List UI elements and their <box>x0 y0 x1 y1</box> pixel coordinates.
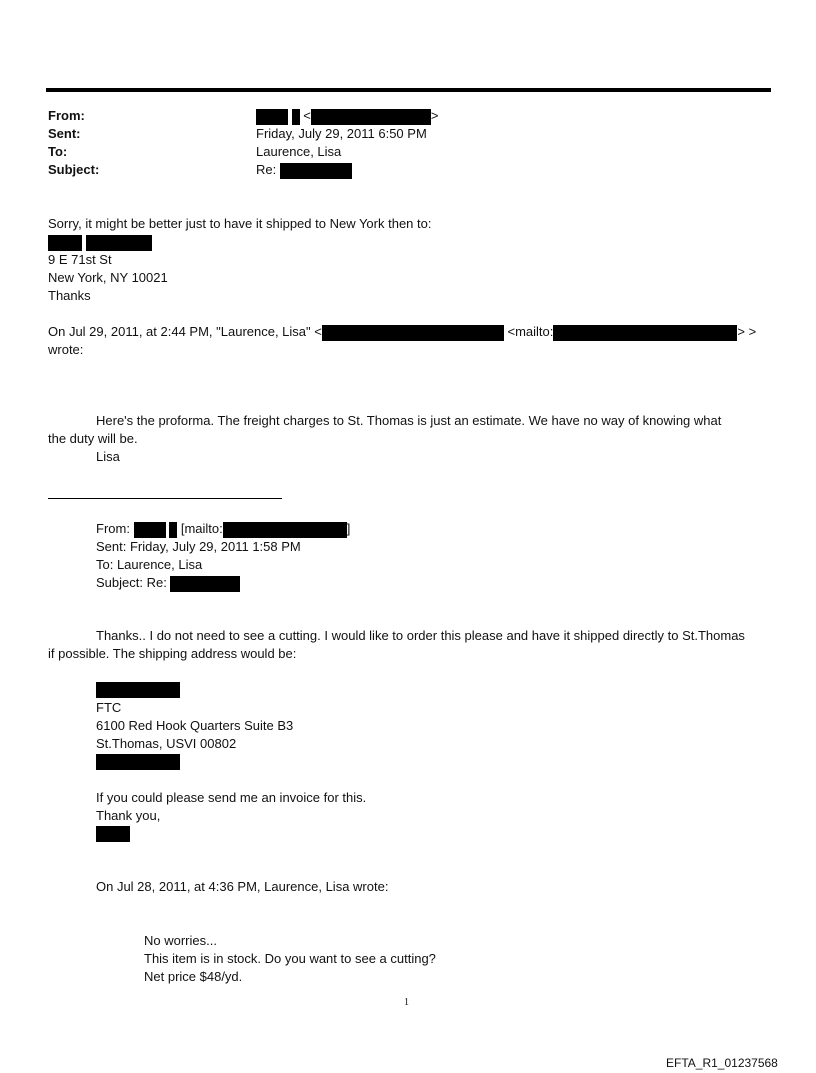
to-value: Laurence, Lisa <box>256 144 342 159</box>
earlier-line-3: Net price $48/yd. <box>144 969 243 984</box>
fwd-from <box>96 521 350 538</box>
fwd-to: To: Laurence, Lisa <box>96 557 203 572</box>
order-thankyou: Thank you, <box>96 808 161 823</box>
redaction <box>169 522 177 538</box>
earlier-line-2: This item is in stock. Do you want to see a cutting? <box>144 951 436 966</box>
lisa-sign: Lisa <box>96 449 120 464</box>
quote-prefix: On Jul 29, 2011, at 2:44 PM, "Laurence, Lisa" < <box>48 324 322 339</box>
subject-label: Subject: <box>48 162 100 177</box>
redaction <box>134 522 166 538</box>
order-address-2: St.Thomas, USVI 00802 <box>96 736 237 751</box>
redaction <box>86 235 152 251</box>
order-line-1: Thanks.. I do not need to see a cutting. I would like to order this please and have it shipped directly to St.Thomas <box>96 628 745 643</box>
fwd-from-label: From: <box>96 521 130 536</box>
to-label: To: <box>48 144 68 159</box>
redaction <box>553 325 737 341</box>
order-line-2: if possible. The shipping address would be: <box>48 646 297 661</box>
quote-wrote: wrote: <box>48 342 84 357</box>
redaction <box>311 109 431 125</box>
fwd-subject <box>96 575 240 592</box>
fwd-mailto: [mailto: <box>180 521 223 536</box>
subject-re: Re: <box>256 162 277 177</box>
order-address-1: 6100 Red Hook Quarters Suite B3 <box>96 718 294 733</box>
quote-line <box>48 324 756 341</box>
from-label: From: <box>48 108 85 123</box>
redaction <box>322 325 504 341</box>
redaction <box>223 522 347 538</box>
sent-value: Friday, July 29, 2011 6:50 PM <box>256 126 427 141</box>
separator <box>48 498 282 499</box>
earlier-line-1: No worries... <box>144 933 217 948</box>
document-id: EFTA_R1_01237568 <box>666 1056 778 1070</box>
sent-label: Sent: <box>48 126 81 141</box>
from-value <box>256 108 438 125</box>
subject-value <box>256 162 352 179</box>
from-gt: > <box>430 108 439 123</box>
redaction <box>96 682 180 698</box>
from-lt: < <box>303 108 311 123</box>
reply-name-redacted <box>48 234 152 251</box>
order-ftc: FTC <box>96 700 122 715</box>
order-invoice: If you could please send me an invoice for this. <box>96 790 367 805</box>
reply-thanks: Thanks <box>48 288 91 303</box>
lisa-line-2: the duty will be. <box>48 431 138 446</box>
redaction <box>280 163 352 179</box>
quote-end: > > <box>737 324 757 339</box>
page-number: 1 <box>404 997 409 1008</box>
redaction <box>292 109 300 125</box>
redaction <box>48 235 82 251</box>
quote-mailto: <mailto: <box>507 324 554 339</box>
redaction <box>256 109 288 125</box>
reply-line-1: Sorry, it might be better just to have it shipped to New York then to: <box>48 216 432 231</box>
earlier-quote: On Jul 28, 2011, at 4:36 PM, Laurence, Lisa wrote: <box>96 879 389 894</box>
reply-address-2: New York, NY 10021 <box>48 270 168 285</box>
fwd-subject-label: Subject: Re: <box>96 575 167 590</box>
reply-address-1: 9 E 71st St <box>48 252 112 267</box>
redaction <box>96 754 180 770</box>
fwd-sent: Sent: Friday, July 29, 2011 1:58 PM <box>96 539 301 554</box>
redaction <box>96 826 130 842</box>
redaction <box>170 576 240 592</box>
fwd-close: ] <box>346 521 351 536</box>
header-rule <box>46 88 771 92</box>
lisa-line-1: Here's the proforma. The freight charges to St. Thomas is just an estimate. We have no way of knowing what <box>96 413 722 428</box>
